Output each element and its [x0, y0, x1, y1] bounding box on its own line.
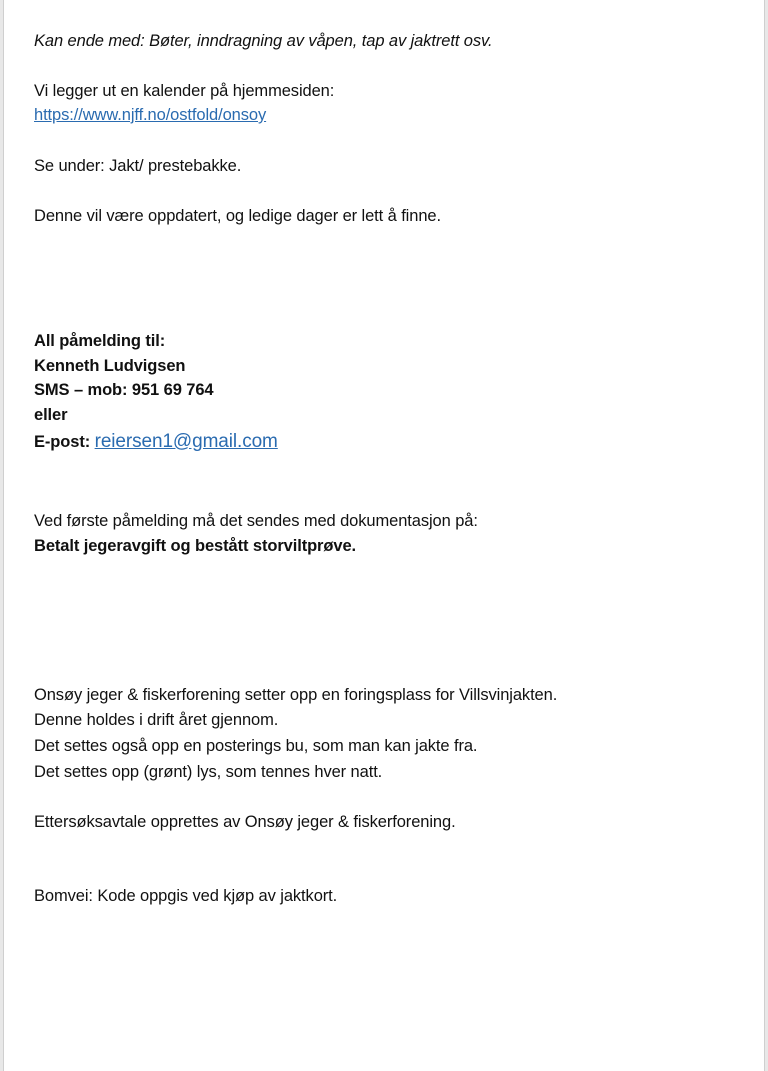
contact-name: Kenneth Ludvigsen — [34, 357, 186, 375]
registration-heading: All påmelding til: — [34, 332, 166, 350]
feeding-line: Onsøy jeger & fiskerforening setter opp en foringsplass for Villsvinjakten. — [34, 686, 558, 704]
contact-email-row — [34, 432, 278, 452]
document-page — [3, 0, 765, 1071]
documentation-requirements: Betalt jegeravgift og bestått storviltprøve. — [34, 537, 356, 555]
feeding-line: Denne holdes i drift året gjennom. — [34, 711, 279, 729]
contact-or: eller — [34, 406, 68, 424]
email-label: E-post: — [34, 433, 91, 451]
documentation-intro-text: Ved første påmelding må det sendes med dokumentasjon på: — [34, 512, 478, 530]
penalty-text: Kan ende med: Bøter, inndragning av våpen, tap av jaktrett osv. — [34, 32, 493, 50]
barrier-road-text: Bomvei: Kode oppgis ved kjøp av jaktkort. — [34, 887, 338, 905]
updated-note-text: Denne vil være oppdatert, og ledige dager er lett å finne. — [34, 207, 441, 225]
tracking-agreement-text: Ettersøksavtale opprettes av Onsøy jeger & fiskerforening. — [34, 813, 456, 831]
contact-sms: SMS – mob: 951 69 764 — [34, 381, 214, 399]
calendar-link[interactable]: https://www.njff.no/ostfold/onsoy — [34, 106, 267, 124]
email-link[interactable]: reiersen1@gmail.com — [94, 431, 278, 452]
feeding-line: Det settes opp (grønt) lys, som tennes hver natt. — [34, 763, 383, 781]
feeding-line: Det settes også opp en posterings bu, som man kan jakte fra. — [34, 737, 478, 755]
calendar-intro-text: Vi legger ut en kalender på hjemmesiden: — [34, 82, 335, 100]
see-under-text: Se under: Jakt/ prestebakke. — [34, 157, 242, 175]
